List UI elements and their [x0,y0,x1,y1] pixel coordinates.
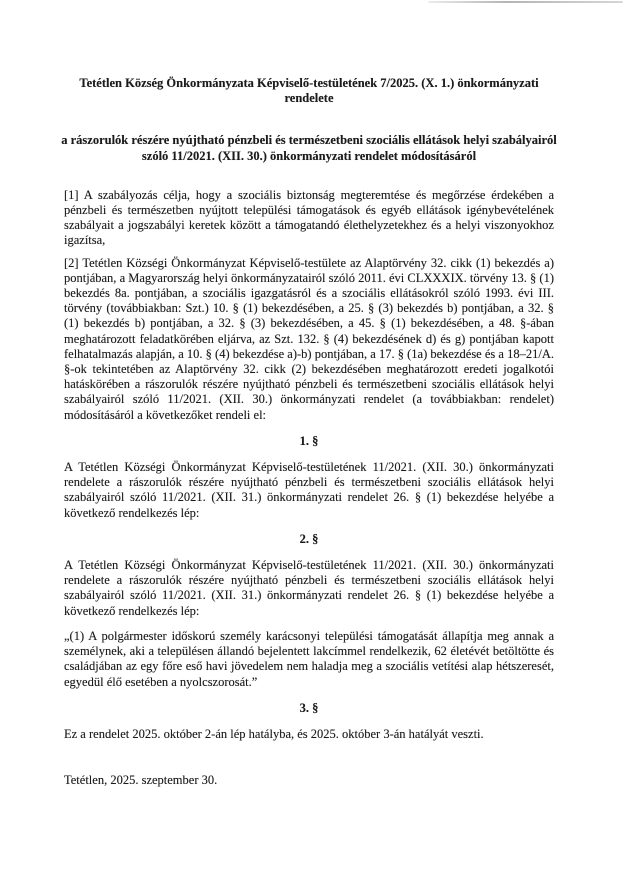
document-subtitle: a rászorulók részére nyújtható pénzbeli és természetbeni szociális ellátások helyi szabályairól szóló 11/2021. (XII. 30.) önkormányzati rendelet módosításáról [61,133,557,163]
document-content [61,76,557,788]
section-1-heading: 1. § [299,433,319,448]
section-2-quoted-provision: „(1) A polgármester időskorú személy karácsonyi települési támogatását állapítja meg annak a személynek, aki a településen állandó bejelentett lakcímmel rendelkezik, 62 életévét betöltötte és családjában az egy főre eső havi jövedelem nem haladja meg a szociális vetítési alap hétszeresét, egyedül élő esetében a nyolcszorosát.” [64,628,554,689]
section-2-heading: 2. § [299,531,319,546]
preamble-paragraph-1: [1] A szabályozás célja, hogy a szociális biztonság megteremtése és megőrzése érdekében a pénzbeli és természetben nyújtott települési támogatások és egyéb ellátások igénybevételének szabályait a jogszabályi keretek között a támogatandó élethelyzetekhez és a helyi viszonyokhoz igazítsa, [64,187,554,248]
section-1-body: A Tetétlen Községi Önkormányzat Képviselő-testületének 11/2021. (XII. 30.) önkormányzati rendelete a rászorulók részére nyújtható pénzbeli és természetbeni szociális ellátások helyi szabályairól szóló 11/2021. (XII. 31.) önkormányzati rendelet 26. § (1) bekezdése helyébe a következő rendelkezés lép: [64,460,554,520]
section-2-body: A Tetétlen Községi Önkormányzat Képviselő-testületének 11/2021. (XII. 30.) önkormányzati rendelete a rászorulók részére nyújtható pénzbeli és természetbeni szociális ellátások helyi szabályairól szóló 11/2021. (XII. 31.) önkormányzati rendelet 26. § (1) bekezdése helyébe a következő rendelkezés lép: [64,558,554,618]
closing-dateline: Tetétlen, 2025. szeptember 30. [64,773,218,788]
section-3-heading: 3. § [299,700,319,715]
section-3-body: Ez a rendelet 2025. október 2-án lép hatályba, és 2025. október 3-án hatályát veszti. [64,726,484,741]
preamble-paragraph-2: [2] Tetétlen Községi Önkormányzat Képviselő-testülete az Alaptörvény 32. cikk (1) bekezdés a) pontjában, a Magyarország helyi önkormányzatairól szóló 2011. évi CLXXXIX. törvény 13. § (1) bekezdés 8a. pontjában, a szociális igazgatásról és a szociális ellátásokról szóló 1993. évi III. törvény (továbbiakban: Szt.) 10. § (1) bekezdésében, a 25. § (3) bekezdés b) pontjában, a 32. § (1) bekezdés b) pontjában, a 32. § (3) bekezdésében, a 45. § (1) bekezdésében, a 48. §-ában meghatározott feladatkörében eljárva, az Szt. 132. § (4) bekezdésének d) és g) pontjában kapott felhatalmazás alapján, a 10. § (4) bekezdése a)-b) pontjában, a 17. § (1a) bekezdése és a 18–21/A. §-ok tekintetében az Alaptörvény 32. cikk (2) bekezdésében meghatározott eredeti jogalkotói hatáskörében a rászorulók részére nyújtható pénzbeli és természetbeni szociális ellátások helyi szabályairól szóló 11/2021. (XII. 30.) önkormányzati rendelet (a továbbiakban: rendelet) módosításáról a következőket rendeli el: [64,255,554,422]
scan-artifact-line [428,1,623,3]
document-title: Tetétlen Község Önkormányzata Képviselő-testületének 7/2025. (X. 1.) önkormányzati rendelete [79,76,539,106]
